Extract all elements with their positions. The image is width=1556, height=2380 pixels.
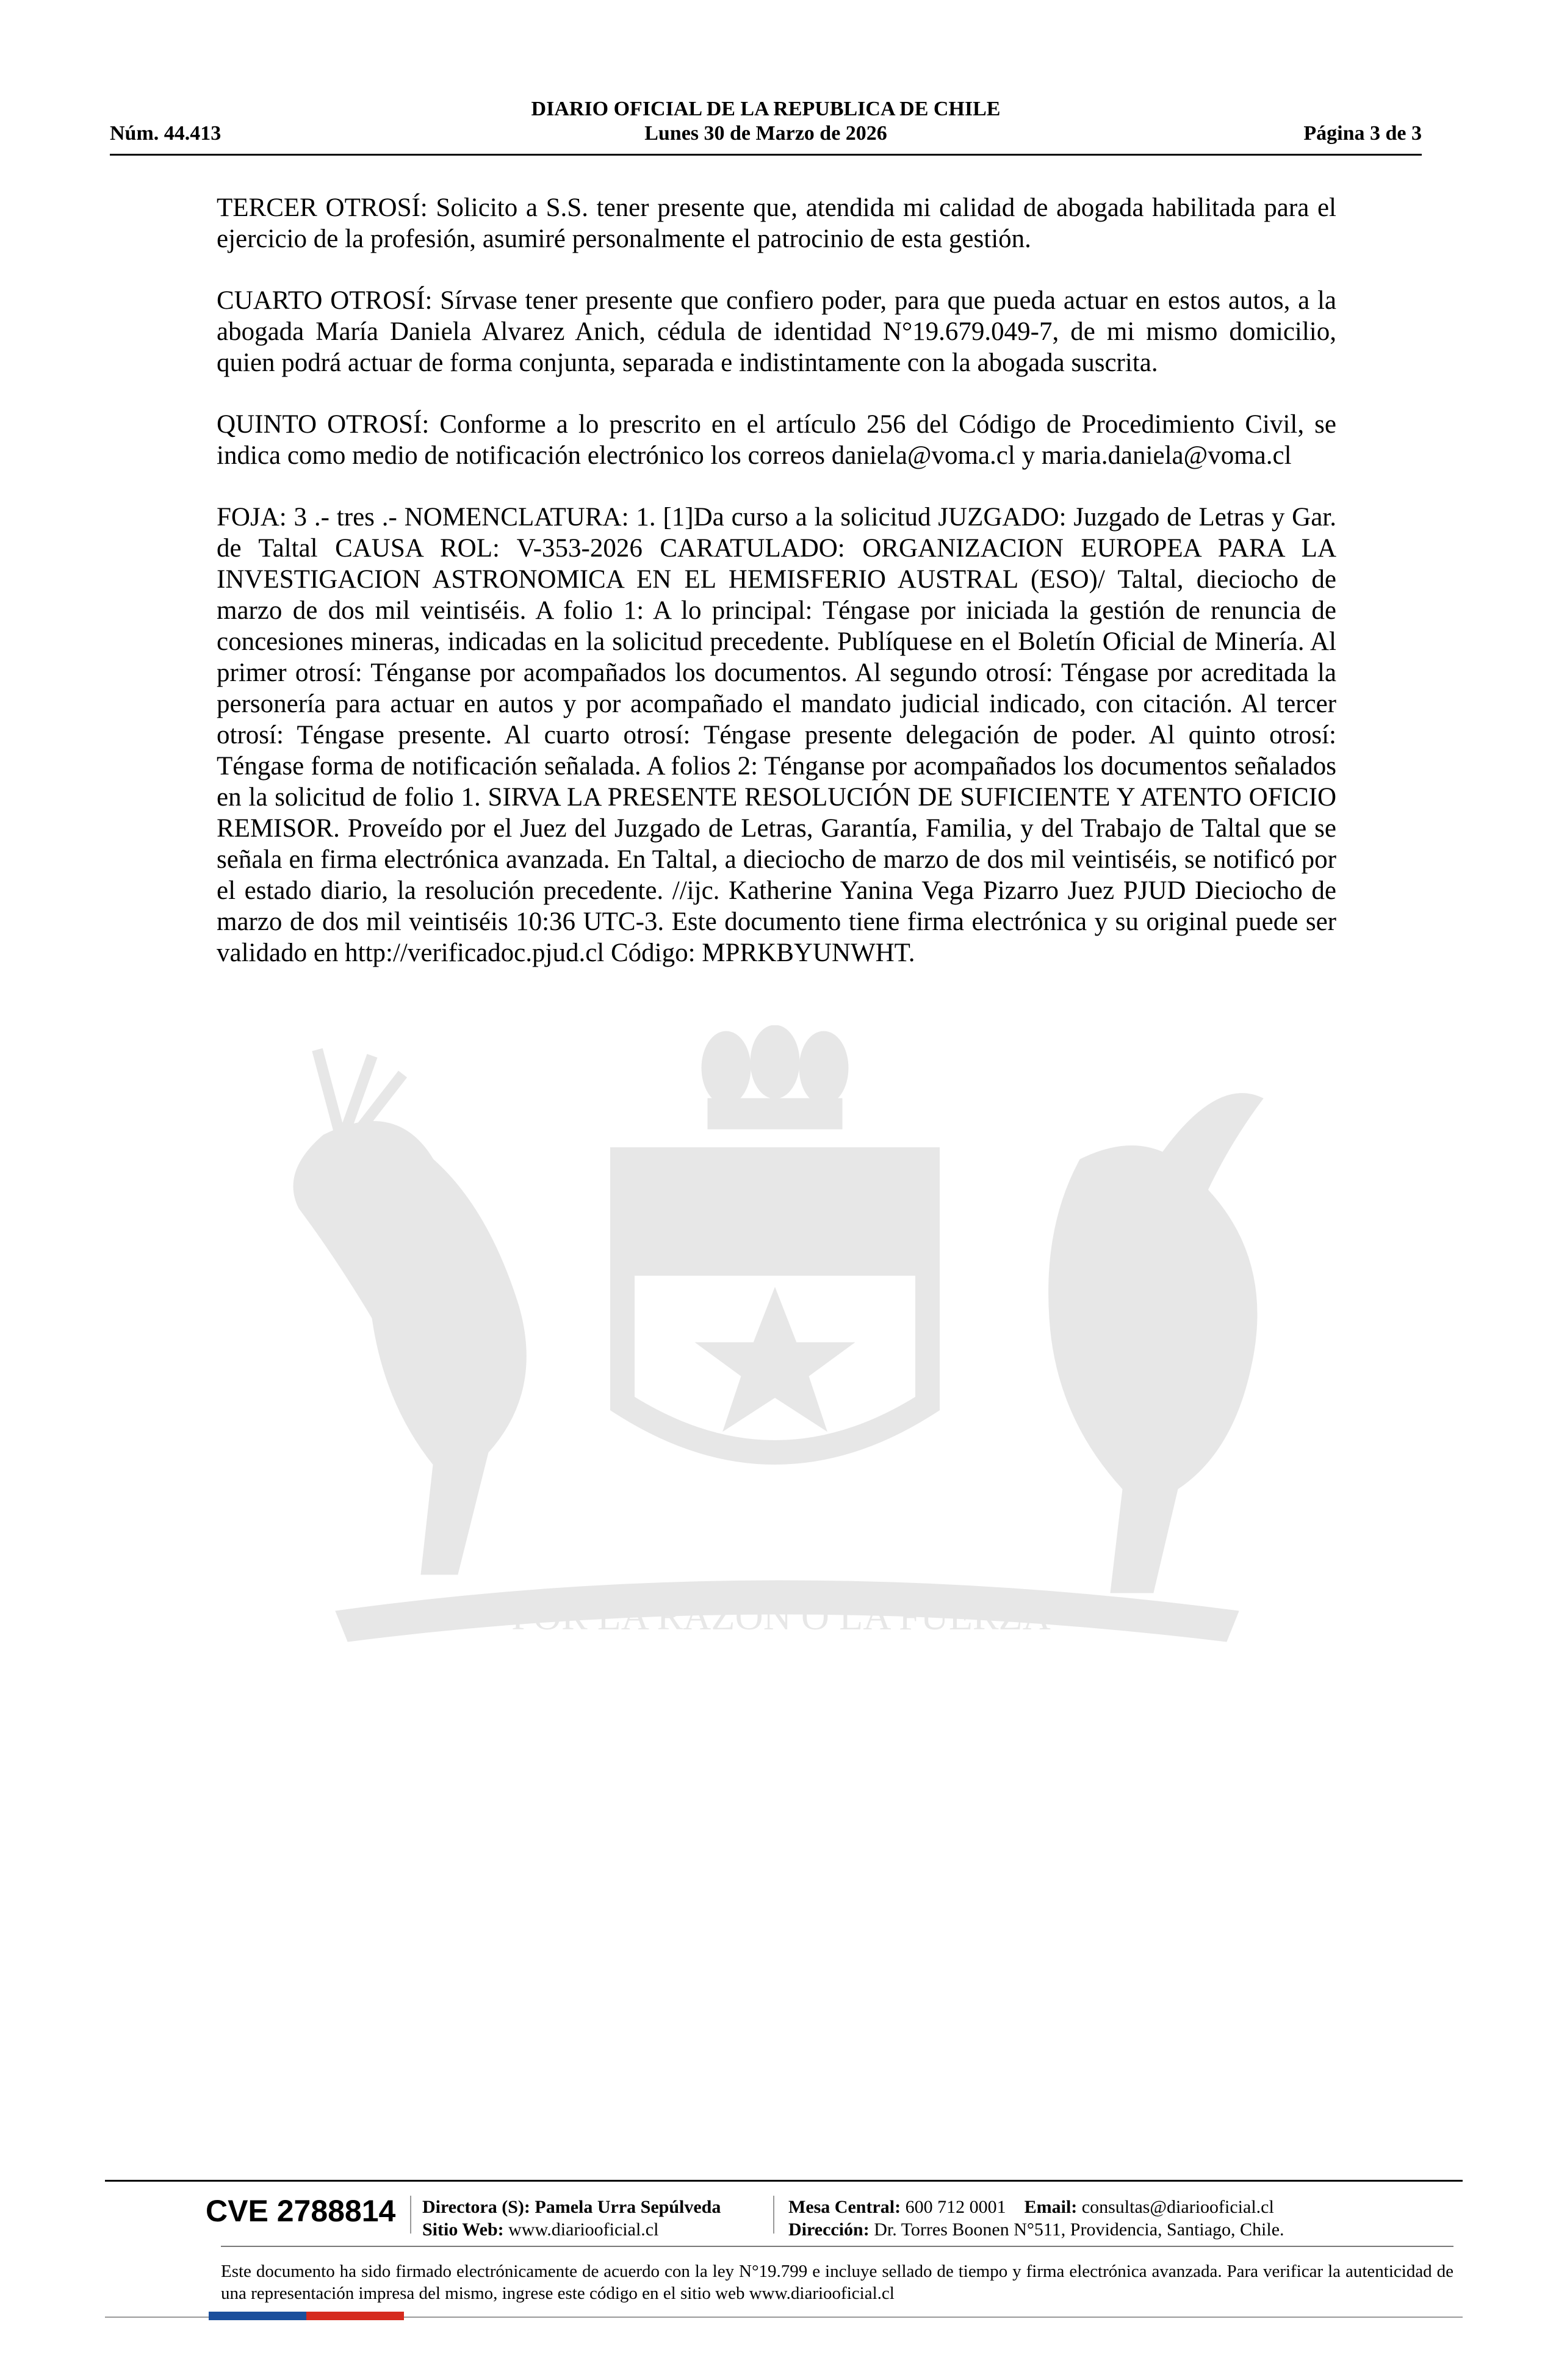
page-indicator: Página 3 de 3 bbox=[1303, 122, 1422, 145]
chile-coat-of-arms-icon bbox=[201, 1025, 1361, 1666]
issue-number: Núm. 44.413 bbox=[110, 122, 222, 145]
page-footer bbox=[105, 2180, 1463, 2326]
cve-code: CVE 2788814 bbox=[206, 2194, 396, 2228]
web-label: Sitio Web: bbox=[422, 2220, 504, 2240]
footer-separator bbox=[773, 2196, 774, 2234]
email-label: Email: bbox=[1024, 2197, 1078, 2217]
paragraph-tercer-otrosi: TERCER OTROSÍ: Solicito a S.S. tener presente que, atendida mi calidad de abogada habilitada para el ejercicio de la profesión, asumiré personalmente el patrocinio de esta gestión. bbox=[217, 193, 1336, 253]
flag-stripe-red bbox=[306, 2312, 404, 2320]
coat-of-arms-motto: POR LA RAZÓN O LA FUERZA bbox=[511, 1595, 1051, 1638]
phone-value: 600 712 0001 bbox=[905, 2197, 1006, 2217]
address-label: Dirección: bbox=[788, 2220, 870, 2240]
signature-note: Este documento ha sido firmado electrónicamente de acuerdo con la ley N°19.799 e incluye sellado de tiempo y firma electrónica avanzada. Para verificar la autenticidad de una representación impresa del mismo, ingrese este código en el sitio web www.diariooficial.cl bbox=[221, 2262, 1453, 2303]
issue-date: Lunes 30 de Marzo de 2026 bbox=[644, 122, 887, 145]
newspaper-title: DIARIO OFICIAL DE LA REPUBLICA DE CHILE bbox=[531, 98, 1001, 120]
header-divider bbox=[110, 154, 1422, 156]
footer-mid-divider bbox=[221, 2246, 1453, 2247]
header-row bbox=[110, 122, 1422, 149]
document-body bbox=[217, 192, 1336, 999]
footer-contact-left bbox=[422, 2196, 721, 2241]
director-label: Directora (S): bbox=[422, 2197, 530, 2217]
director-name: Pamela Urra Sepúlveda bbox=[535, 2197, 721, 2217]
address-value: Dr. Torres Boonen N°511, Providencia, Santiago, Chile. bbox=[874, 2220, 1284, 2240]
paragraph-cuarto-otrosi: CUARTO OTROSÍ: Sírvase tener presente que confiero poder, para que pueda actuar en estos autos, a la abogada María Daniela Alvarez Anich, cédula de identidad N°19.679.049-7, de mi mismo domicilio, quien podrá actuar de forma conjunta, separada e indistintamente con la abogada suscrita. bbox=[217, 286, 1336, 377]
footer-top-divider bbox=[105, 2180, 1463, 2182]
footer-separator bbox=[410, 2196, 411, 2234]
email-value[interactable]: consultas@diariooficial.cl bbox=[1081, 2197, 1274, 2217]
phone-label: Mesa Central: bbox=[788, 2197, 901, 2217]
paragraph-quinto-otrosi: QUINTO OTROSÍ: Conforme a lo prescrito en el artículo 256 del Código de Procedimiento Civil, se indica como medio de notificación electrónico los correos daniela@voma.cl y maria.daniela@voma.cl bbox=[217, 410, 1336, 470]
web-value[interactable]: www.diariooficial.cl bbox=[508, 2220, 659, 2240]
flag-stripe-blue bbox=[209, 2312, 306, 2320]
paragraph-resolution: FOJA: 3 .- tres .- NOMENCLATURA: 1. [1]Da curso a la solicitud JUZGADO: Juzgado de Letras y Gar. de Taltal CAUSA ROL: V-353-2026 CARATULADO: ORGANIZACION EUROPEA PARA LA INVESTIGACION ASTRONOMICA EN EL HEMISFERIO AUSTRAL (ESO)/ Taltal, dieciocho de marzo de dos mil veintiséis. A folio 1: A lo principal: Téngase por iniciada la gestión de renuncia de concesiones mineras, indicadas en la solicitud precedente. Publíquese en el Boletín Oficial de Minería. Al primer otrosí: Ténganse por acompañados los documentos. Al segundo otrosí: Téngase por acreditada la personería para actuar en autos y por acompañado el mandato judicial indicado, con citación. Al tercer otrosí: Téngase presente. Al cuarto otrosí: Téngase presente delegación de poder. Al quinto otrosí: Téngase forma de notificación señalada. A folios 2: Ténganse por acompañados los documentos señalados en la solicitud de folio 1. SIRVA LA PRESENTE RESOLUCIÓN DE SUFICIENTE Y ATENTO OFICIO REMISOR. Proveído por el Juez del Juzgado de Letras, Garantía, Familia, y del Trabajo de Taltal que se señala en firma electrónica avanzada. En Taltal, a dieciocho de marzo de dos mil veintiséis, se notificó por el estado diario, la resolución precedente. //ijc. Katherine Yanina Vega Pizarro Juez PJUD Dieciocho de marzo de dos mil veintiséis 10:36 UTC-3. Este documento tiene firma electrónica y su original puede ser validado en http://verificadoc.pjud.cl Código: MPRKBYUNWHT. bbox=[217, 503, 1336, 967]
page-header bbox=[110, 92, 1422, 159]
footer-contact-right bbox=[788, 2196, 1284, 2241]
